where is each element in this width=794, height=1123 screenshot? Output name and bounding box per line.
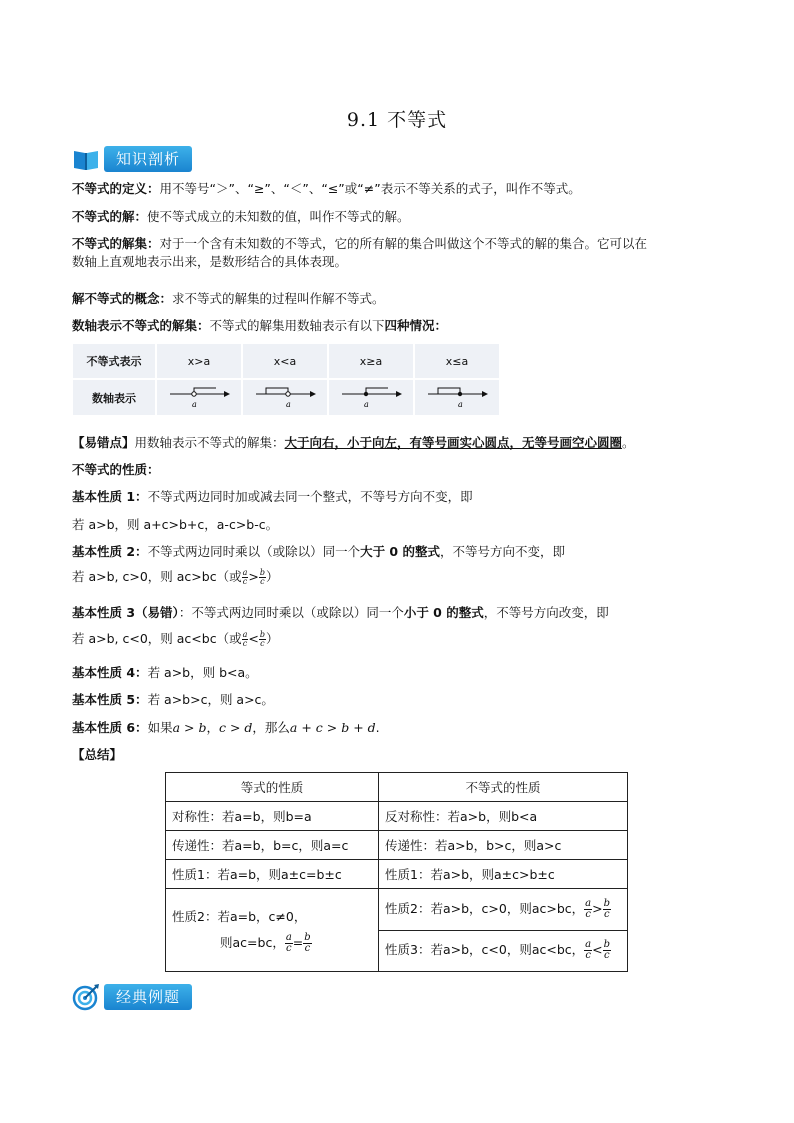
- property-2: [72, 543, 732, 561]
- p3-bold: 小于 0 的整式: [403, 605, 484, 620]
- p6-math-1: a > b: [172, 720, 207, 735]
- left-last-text: 则ac=bc，: [220, 935, 285, 950]
- point-label-3: a: [364, 400, 369, 409]
- summary-cell: 对称性：若a=b，则b=a: [166, 802, 379, 831]
- summary-cell: 反对称性：若a>b，则b<a: [379, 802, 628, 831]
- frac-gt-b: $\frac{b}{c}$: [603, 897, 610, 920]
- p4-label: 基本性质 4：: [72, 665, 148, 680]
- nl-case-3: x≥a: [329, 344, 413, 378]
- frac-a-c: $\frac{a}{c}$: [242, 568, 248, 586]
- p3-end: ，不等号方向改变，即: [483, 605, 609, 620]
- set-text-2: 数轴上直观地表示出来，是数形结合的具体表现。: [72, 254, 348, 269]
- summary-label-text: 【总结】: [72, 747, 123, 762]
- eq-sign: =: [292, 935, 304, 950]
- p6-label: 基本性质 6：: [72, 720, 148, 735]
- summary-cell: 性质1：若a>b，则a±c>b±c: [379, 860, 628, 889]
- summary-table: [165, 772, 628, 972]
- nl-case-2: x<a: [243, 344, 327, 378]
- p1-label: 基本性质 1：: [72, 489, 148, 504]
- summary-cell: 传递性：若a=b，b=c，则a=c: [166, 831, 379, 860]
- summary-label: [72, 746, 732, 764]
- frac-a-c-2: $\frac{a}{c}$: [242, 630, 248, 648]
- number-line-le: [422, 381, 492, 411]
- p6-math-3: a + c > b + d: [289, 720, 376, 735]
- right-last-text-2: 性质3：若a>b，c<0，则ac<bc，: [385, 942, 585, 958]
- sol-label: 不等式的解：: [72, 209, 148, 224]
- right-last-text-1: 性质2：若a>b，c>0，则ac>bc，: [385, 900, 585, 916]
- lt-sign: <: [592, 942, 603, 958]
- def-axis: [72, 317, 732, 335]
- p5-text: 若 a>b>c，则 a>c。: [147, 692, 274, 707]
- p2-eq: 若 a>b, c>0，则 ac>bc（或: [72, 569, 242, 584]
- p4-text: 若 a>b，则 b<a。: [147, 665, 258, 680]
- property-4: [72, 664, 732, 682]
- properties-heading-text: 不等式的性质：: [72, 462, 160, 477]
- p3-text: ：不等式两边同时乘以（或除以）同一个: [178, 605, 404, 620]
- table-row: [166, 889, 628, 931]
- def-solving: [72, 290, 732, 308]
- point-label-2: a: [286, 400, 291, 409]
- property-3: [72, 604, 732, 622]
- summary-head-left: 等式的性质: [166, 773, 379, 802]
- property-1: [72, 488, 732, 506]
- p2-end: ，不等号方向不变，即: [439, 544, 565, 559]
- point-label-1: a: [192, 400, 197, 409]
- nl-head-inequality: 不等式表示: [73, 344, 155, 378]
- nl-head-axis: 数轴表示: [73, 380, 155, 415]
- table-row: [166, 802, 628, 831]
- frac-eq: $\frac{a}{c}$: [285, 932, 292, 954]
- nl-case-4: x≤a: [415, 344, 499, 378]
- tip-line: [72, 434, 732, 452]
- def-label: 不等式的定义：: [72, 181, 160, 196]
- p6-comma: ，: [206, 720, 219, 735]
- section-knowledge: [72, 145, 192, 173]
- nl-diagram-1: [157, 380, 241, 415]
- frac-eq-b: $\frac{b}{c}$: [304, 932, 311, 954]
- def-solution-set: [72, 235, 732, 271]
- p6-math-2: c > d: [218, 720, 253, 735]
- axis-text: 不等式的解集用数轴表示有以下: [209, 318, 385, 333]
- left-last-line-1: 性质2：若a=b，c≠0，: [172, 909, 307, 924]
- frac-lt-b: $\frac{b}{c}$: [603, 939, 610, 962]
- p3-lt: <: [248, 631, 259, 646]
- summary-cell: 传递性：若a>b，b>c，则a>c: [379, 831, 628, 860]
- summary-cell: 性质1：若a=b，则a±c=b±c: [166, 860, 379, 889]
- p2-gt: >: [248, 569, 259, 584]
- def-inequality: [72, 180, 732, 198]
- number-line-gt: [164, 381, 234, 411]
- tip-end: 。: [622, 435, 635, 450]
- summary-head-right: 不等式的性质: [379, 773, 628, 802]
- nl-diagram-3: [329, 380, 413, 415]
- frac-gt-a: $\frac{a}{c}$: [585, 897, 592, 920]
- nl-diagram-2: [243, 380, 327, 415]
- solve-text: 求不等式的解集的过程叫作解不等式。: [172, 291, 385, 306]
- p2-label: 基本性质 2：: [72, 544, 148, 559]
- number-line-ge: [336, 381, 406, 411]
- table-row: [166, 831, 628, 860]
- p3-close: ）: [265, 631, 279, 646]
- p3-eq: 若 a>b, c<0，则 ac<bc（或: [72, 631, 242, 646]
- solve-label: 解不等式的概念：: [72, 291, 173, 306]
- frac-b-c-2: $\frac{b}{c}$: [259, 630, 265, 648]
- left-last-line-2: [172, 930, 372, 956]
- frac-b-c: $\frac{b}{c}$: [259, 568, 265, 586]
- summary-cell-left-last: [166, 889, 379, 972]
- property-1-eq: 若 a>b，则 a+c>b+c，a-c>b-c。: [72, 517, 279, 532]
- properties-heading: [72, 461, 732, 479]
- tip-label: 【易错点】: [72, 435, 135, 450]
- page-title: 9.1 不等式: [346, 109, 448, 131]
- p2-bold: 大于 0 的整式: [360, 544, 440, 559]
- property-3-eq: [72, 630, 732, 648]
- p5-label: 基本性质 5：: [72, 692, 148, 707]
- property-2-eq: [72, 568, 732, 586]
- summary-cell-right-3: [379, 930, 628, 972]
- p6-text: 如果: [147, 720, 173, 735]
- p6-end: .: [375, 720, 380, 735]
- point-label-4: a: [458, 400, 463, 409]
- property-6: [72, 719, 732, 737]
- section-examples: [72, 983, 192, 1011]
- p2-close: ）: [265, 569, 279, 584]
- nl-diagram-4: [415, 380, 499, 415]
- number-line-table: [71, 342, 501, 417]
- frac-lt-a: $\frac{a}{c}$: [585, 939, 592, 962]
- set-label: 不等式的解集：: [72, 236, 160, 251]
- section-examples-label: 经典例题: [104, 984, 192, 1010]
- book-icon: [72, 145, 100, 173]
- sol-text: 使不等式成立的未知数的值，叫作不等式的解。: [147, 209, 410, 224]
- axis-end: 情况：: [409, 318, 448, 333]
- property-5: [72, 691, 732, 709]
- nl-case-1: x>a: [157, 344, 241, 378]
- set-text-1: 对于一个含有未知数的不等式，它的所有解的集合叫做这个不等式的解的集合。它可以在: [159, 236, 648, 251]
- def-solution: [72, 208, 732, 226]
- p3-label: 基本性质 3（易错）: [72, 605, 179, 620]
- tip-emphasis: 大于向右，小于向左，有等号画实心圆点，无等号画空心圆圈: [284, 435, 623, 450]
- def-text: 用不等号“＞”、“≥”、“＜”、“≤”或“≠”表示不等关系的式子，叫作不等式。: [159, 181, 581, 196]
- p1-text: 不等式两边同时加或减去同一个整式，不等号方向不变，即: [147, 489, 473, 504]
- section-knowledge-label: 知识剖析: [104, 146, 192, 172]
- gt-sign: >: [592, 900, 603, 916]
- target-icon: [72, 983, 100, 1011]
- axis-label: 数轴表示不等式的解集：: [72, 318, 210, 333]
- summary-cell-right-2: [379, 889, 628, 931]
- table-row: [166, 860, 628, 889]
- number-line-lt: [250, 381, 320, 411]
- axis-bold: 四种: [384, 318, 410, 333]
- p2-text: 不等式两边同时乘以（或除以）同一个: [147, 544, 361, 559]
- tip-text: 用数轴表示不等式的解集：: [134, 435, 285, 450]
- p6-mid: ，那么: [252, 720, 290, 735]
